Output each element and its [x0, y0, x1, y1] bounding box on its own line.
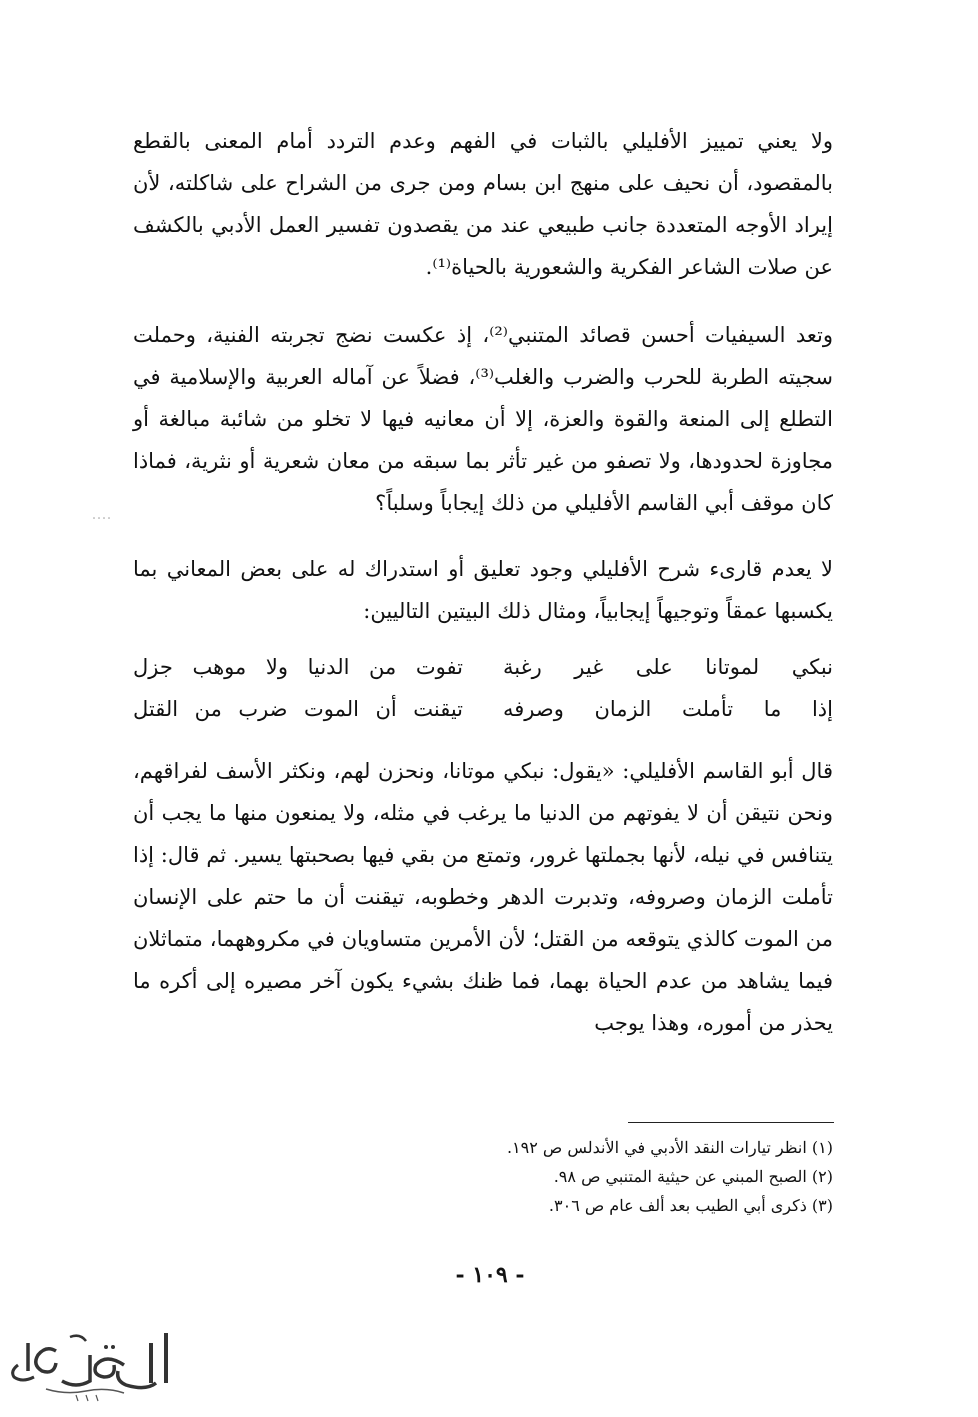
paragraph-3: لا يعدم قارىء شرح الأفليلي وجود تعليق أو استدراك له على بعض المعاني بما يكسبها عمقاً وتوجيهاً إيجابياً، ومثال ذلك البيتين التاليين:	[133, 557, 834, 623]
verse-2-first-hemistich: إذا ما تأملت الزمان وصرفه	[503, 697, 833, 721]
verse-1-first-hemistich: نبكي لموتانا على غير رغبة	[503, 655, 833, 679]
verse-1-second-hemistich: تفوت من الدنيا ولا موهب جزل	[133, 655, 463, 679]
poem	[133, 646, 833, 730]
page-body	[133, 120, 833, 1044]
paragraph-1: ولا يعني تمييز الأفليلي بالثبات في الفهم وعدم التردد أمام المعنى بالقطع بالمقصود، أن نحيف على منهج ابن بسام ومن جرى من الشراح على شاكلته، لأن إيراد الأوجه المتعددة جانب طبيعي عند من يقصدون تفسير العمل الأدبي بالكشف عن صلات الشاعر الفكرية والشعورية بالحياة⁽¹⁾.	[133, 129, 833, 279]
footnote-3: (٣) ذكرى أبي الطيب بعد ألف عام ص ٣٠٦.	[548, 1196, 833, 1215]
footnotes	[300, 1133, 833, 1220]
footnote-2: (٢) الصبح المبني عن حيثية المتنبي ص ٩٨.	[553, 1167, 833, 1186]
scan-dots	[92, 505, 112, 509]
calligraphy-stamp-logo	[6, 1325, 176, 1405]
verse-2-second-hemistich: تيقنت أن الموت ضرب من القتل	[133, 697, 463, 721]
paragraph-4: قال أبو القاسم الأفليلي: «يقول: نبكي موتانا، ونحزن لهم، ونكثر الأسف لفراقهم، ونحن نتيقن أن لا يفوتهم من الدنيا ما يرغب في مثله، ولا يمنعون منها ما يجب أن يتنافس في نيله، لأنها بجملتها غرور، وتمتع من بقي فيها بصحبتها يسير. ثم قال: إذا تأملت الزمان وصروفه، وتدبرت الدهر وخطوبه، تيقنت أن ما حتم على الإنسان من الموت كالذي يتوقعه من القتل؛ لأن الأمرين متساويان في مكروههما، متماثلان فيما يشاهد من عدم الحياة بهما، فما ظنك بشيء يكون آخر مصيره إلى أكره ما يحذر من أموره، وهذا يوجب	[133, 759, 833, 1035]
footnote-1: (١) انظر تيارات النقد الأدبي في الأندلس ص ١٩٢.	[506, 1138, 833, 1157]
poem-verse-1	[133, 646, 833, 688]
poem-verse-2	[133, 688, 833, 730]
paragraph-2: وتعد السيفيات أحسن قصائد المتنبي⁽²⁾، إذ عكست نضج تجربته الفنية، وحملت سجيته الطربة للحرب والضرب والغلب⁽³⁾، فضلاً عن آماله العربية والإسلامية في التطلع إلى المنعة والقوة والعزة، إلا أن معانيه فيها لا تخلو من شائبة مبالغة أو مجاوزة لحدودها، ولا تصفو من غير تأثر بما سبقه من معان شعرية أو نثرية، فماذا كان موقف أبي القاسم الأفليلي من ذلك إيجاباً وسلباً؟	[133, 323, 834, 515]
page-number: - ١٠٩ -	[455, 1262, 525, 1288]
footnote-divider	[628, 1122, 834, 1123]
